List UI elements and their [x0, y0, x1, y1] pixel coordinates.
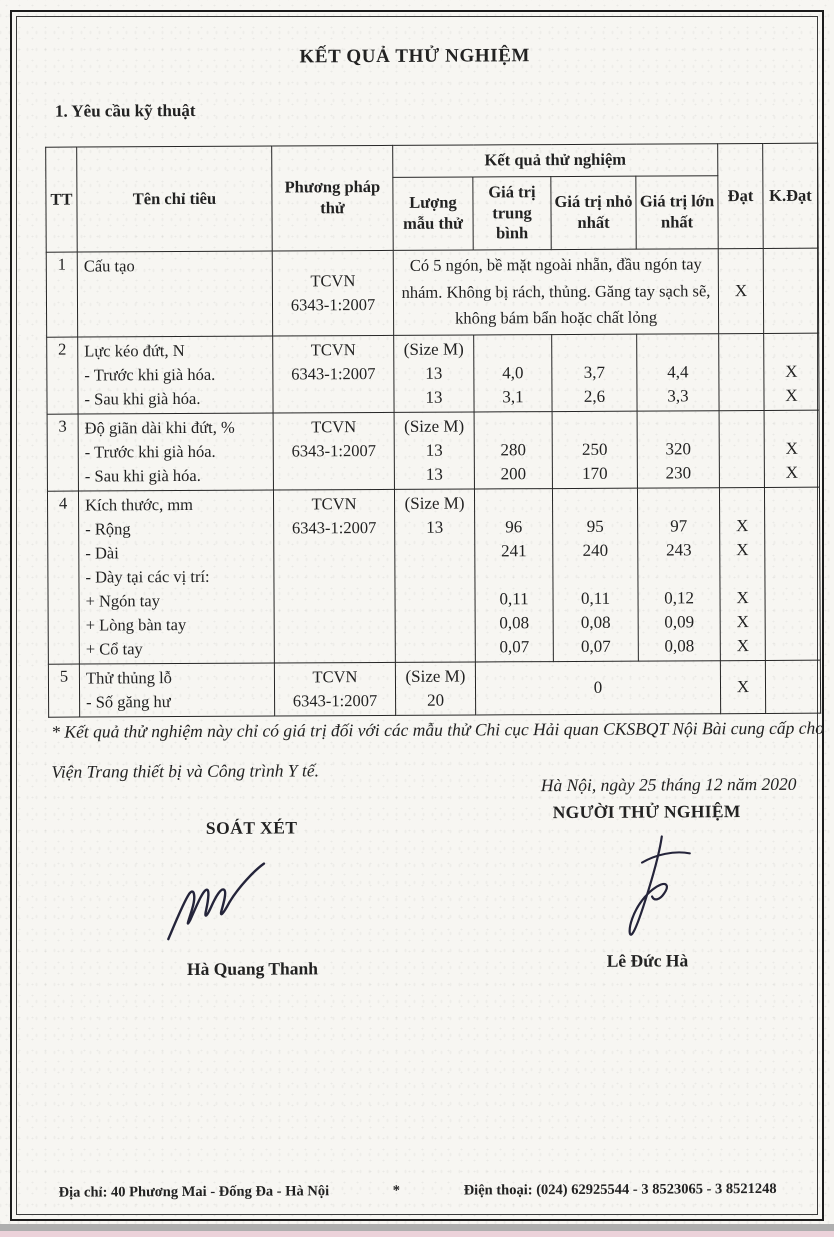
tester-name: Lê Đức Hà: [606, 950, 689, 971]
footer-contact-line: [59, 1181, 777, 1202]
cell-fail: [764, 487, 820, 660]
results-table-body: [46, 248, 820, 717]
cell-method: TCVN 6343-1:2007: [273, 335, 394, 413]
cell-avg: 280 200: [474, 411, 552, 488]
cell-method: TCVN 6343-1:2007: [273, 412, 394, 490]
table-row: [46, 248, 818, 337]
reviewer-signature: [160, 858, 291, 956]
cell-tt: 2: [47, 337, 78, 414]
cell-max: 320 230: [637, 410, 719, 487]
tester-signature: [602, 830, 713, 948]
cell-tt: 5: [48, 664, 79, 717]
header-row-1: [46, 143, 818, 179]
cell-method: TCVN 6343-1:2007: [273, 489, 395, 663]
header-sample: Lượng mẫu thử: [393, 177, 473, 250]
footnote: * Kết quả thử nghiệm này chỉ có giá trị đối với các mẫu thử Chi cục Hải quan CKSBQT Nội Bài cung cấp cho Viện Trang thiết bị và Công trình Y tế.: [51, 717, 825, 782]
cell-criteria: Cấu tạo: [77, 251, 272, 337]
header-pass: Đạt: [718, 143, 764, 248]
cell-fail: X X: [764, 333, 819, 410]
cell-avg: 4,0 3,1: [474, 334, 552, 411]
table-row: [47, 333, 819, 414]
signature-scribble-left: [160, 858, 290, 951]
cell-min: 95 240 0,11 0,08 0,07: [552, 488, 638, 661]
cell-max: 97 243 0,12 0,09 0,08: [637, 487, 720, 660]
cell-method: TCVN 6343-1:2007: [272, 250, 393, 335]
cell-sample: (Size M) 20: [395, 661, 475, 714]
results-table-header: [46, 143, 819, 252]
cell-value: 0: [475, 660, 720, 714]
cell-criteria: Kích thước, mm - Rộng - Dài - Dày tại các vị trí: + Ngón tay + Lòng bàn tay + Cổ tay: [78, 490, 274, 664]
header-method: Phương pháp thử: [272, 145, 394, 251]
cell-pass: X X X X X: [719, 487, 765, 660]
cell-criteria: Độ giãn dài khi đứt, % - Trước khi già hóa. - Sau khi già hóa.: [78, 413, 273, 491]
cell-max: 4,4 3,3: [637, 333, 719, 410]
cell-sample: (Size M) 13: [394, 488, 475, 661]
header-fail: K.Đạt: [763, 143, 819, 248]
dateline: Hà Nội, ngày 25 tháng 12 năm 2020: [540, 773, 797, 796]
table-row: [47, 487, 820, 664]
header-result-group: Kết quả thử nghiệm: [393, 144, 718, 178]
reviewer-name: Hà Quang Thanh: [186, 958, 319, 979]
cell-method: TCVN 6343-1:2007: [274, 662, 395, 716]
cell-avg: 96 241 0,11 0,08 0,07: [474, 488, 553, 661]
signature-scribble-right: [602, 830, 713, 943]
cell-fail: [763, 248, 818, 333]
footer-separator: *: [392, 1182, 401, 1199]
document-title: KẾT QUẢ THỬ NGHIỆM: [299, 45, 531, 68]
header-avg: Giá trị trung bình: [473, 177, 551, 250]
cell-fail: X X: [764, 410, 819, 487]
cell-min: 250 170: [552, 411, 637, 488]
cell-tt: 3: [47, 414, 78, 491]
header-tt: TT: [46, 147, 78, 252]
footer-phone: Điện thoại: (024) 62925544 - 3 8523065 - 3 8521248: [463, 1180, 777, 1199]
reviewer-title: SOÁT XÉT: [205, 817, 298, 838]
cell-sample: (Size M) 13 13: [394, 411, 474, 488]
results-table: [45, 143, 821, 718]
tester-title: NGƯỜI THỬ NGHIỆM: [552, 801, 741, 823]
cell-criteria: Thử thủng lỗ - Số găng hư: [79, 663, 274, 717]
table-row: [47, 410, 819, 491]
cell-pass: [719, 333, 764, 410]
section-heading: 1. Yêu cầu kỹ thuật: [54, 100, 196, 121]
cell-criteria: Lực kéo đứt, N - Trước khi già hóa. - Sau khi già hóa.: [78, 336, 273, 414]
cell-min: 3,7 2,6: [552, 334, 637, 411]
header-min: Giá trị nhỏ nhất: [551, 176, 636, 249]
cell-fail: [765, 660, 820, 713]
cell-tt: 4: [47, 491, 79, 664]
cell-sample: (Size M) 13 13: [394, 334, 474, 411]
cell-tt: 1: [46, 252, 77, 337]
cell-pass: [719, 410, 764, 487]
cell-result: Có 5 ngón, bề mặt ngoài nhẵn, đầu ngón tay nhám. Không bị rách, thủng. Găng tay sạch sẽ, không bám bẩn hoặc chất lỏng: [393, 249, 718, 335]
header-max: Giá trị lớn nhất: [636, 176, 718, 249]
footer-address: Địa chỉ: 40 Phương Mai - Đống Đa - Hà Nội: [58, 1183, 330, 1201]
cell-pass: X: [720, 660, 765, 713]
cell-pass: X: [718, 248, 763, 333]
header-criteria: Tên chỉ tiêu: [77, 146, 273, 252]
